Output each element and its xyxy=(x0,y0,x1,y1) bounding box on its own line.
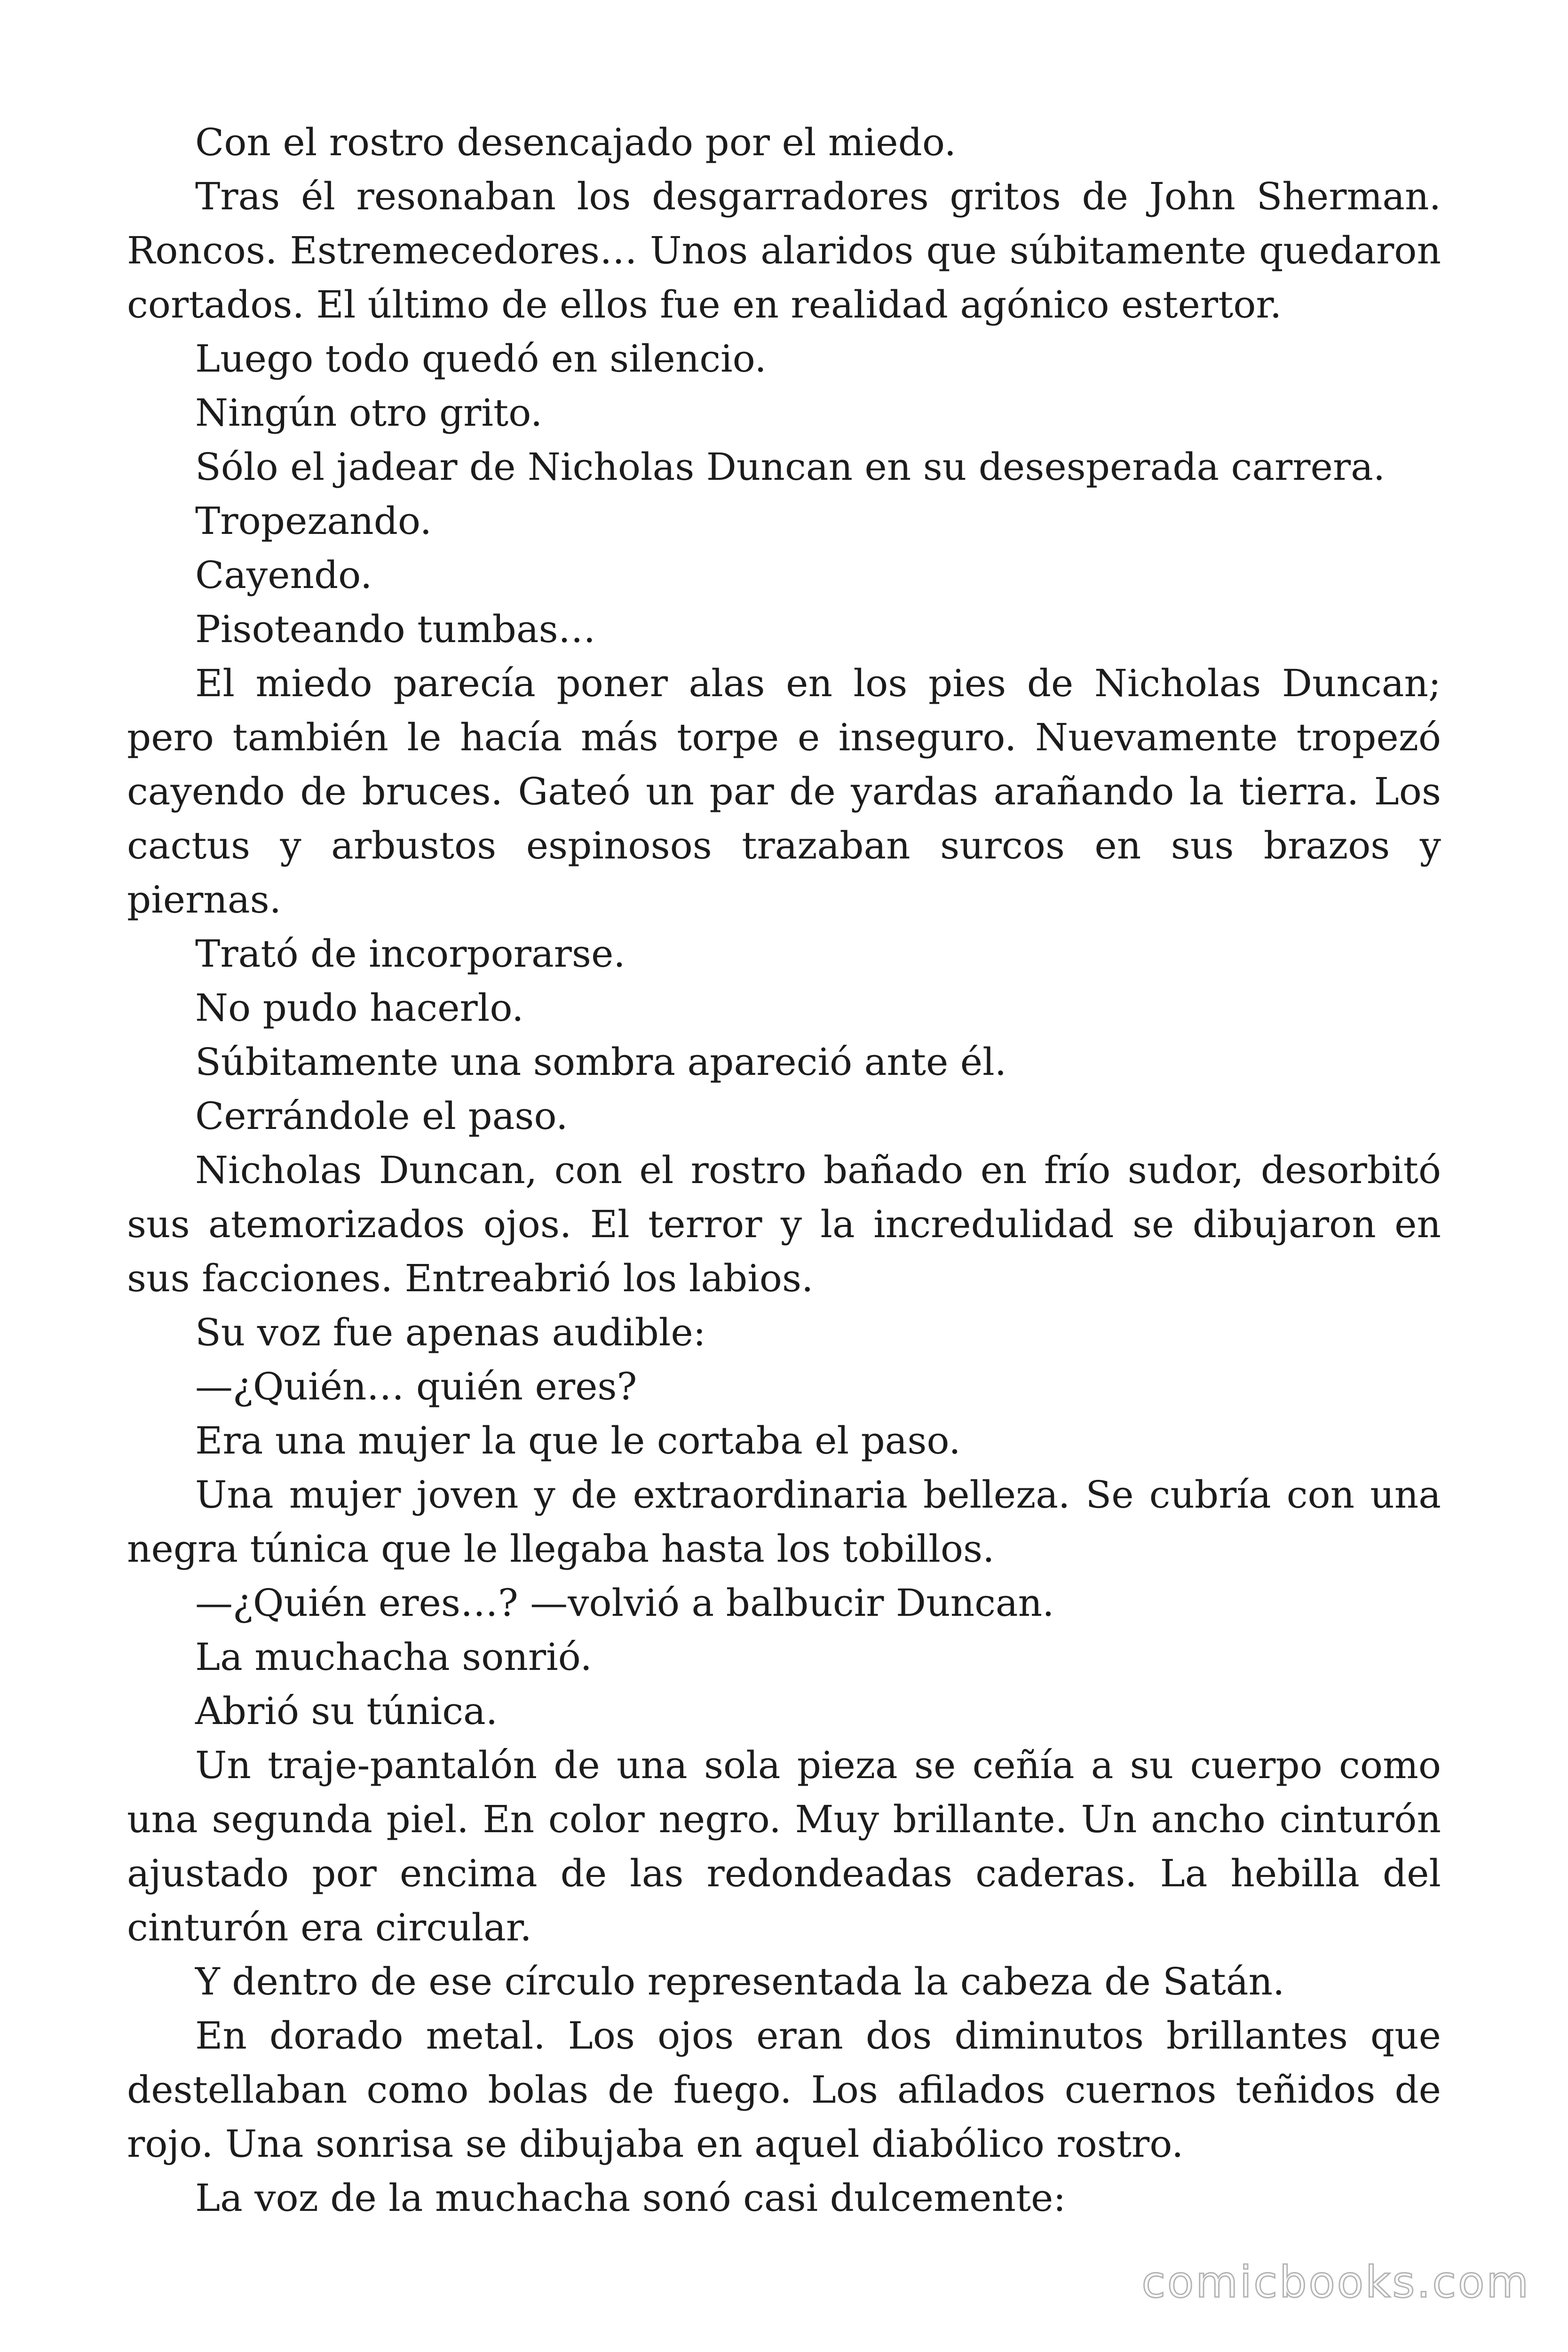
paragraph: Sólo el jadear de Nicholas Duncan en su desesperada carrera. xyxy=(195,445,1386,489)
paragraph: La muchacha sonrió. xyxy=(195,1635,592,1679)
paragraph: La voz de la muchacha sonó casi dulcemente: xyxy=(195,2176,1066,2220)
paragraph: Abrió su túnica. xyxy=(195,1689,498,1733)
paragraph: Con el rostro desencajado por el miedo. xyxy=(195,120,957,164)
paragraph: —¿Quién… quién eres? xyxy=(195,1365,637,1408)
paragraph: Trató de incorporarse. xyxy=(195,932,626,976)
paragraph: Cerrándole el paso. xyxy=(195,1094,568,1138)
book-page-text xyxy=(127,115,1441,2225)
paragraph: Ningún otro grito. xyxy=(195,391,543,435)
paragraph: Pisoteando tumbas… xyxy=(195,607,596,651)
paragraph: Su voz fue apenas audible: xyxy=(195,1311,706,1354)
paragraph: —¿Quién eres…? —volvió a balbucir Duncan. xyxy=(195,1581,1054,1625)
paragraph: No pudo hacerlo. xyxy=(195,986,524,1030)
paragraph: Nicholas Duncan, con el rostro bañado en frío sudor, desorbitó sus atemorizados ojos. El terror y la incredulidad se dibujaron en sus facciones. Entreabrió los labios. xyxy=(127,1148,1441,1300)
paragraph: El miedo parecía poner alas en los pies de Nicholas Duncan; pero también le hacía más torpe e inseguro. Nuevamente tropezó cayendo de bruces. Gateó un par de yardas arañando la tierra. Los cactus y arbustos espinosos trazaban surcos en sus brazos y piernas. xyxy=(127,661,1441,922)
paragraph: Tropezando. xyxy=(195,499,432,543)
paragraph: Una mujer joven y de extraordinaria belleza. Se cubría con una negra túnica que le llegaba hasta los tobillos. xyxy=(127,1473,1441,1571)
paragraph: Era una mujer la que le cortaba el paso. xyxy=(195,1419,961,1462)
paragraph: Cayendo. xyxy=(195,553,372,597)
paragraph: Súbitamente una sombra apareció ante él. xyxy=(195,1040,1007,1084)
paragraph: Un traje-pantalón de una sola pieza se ceñía a su cuerpo como una segunda piel. En color negro. Muy brillante. Un ancho cinturón ajustado por encima de las redondeadas caderas. La hebilla del cinturón era circular. xyxy=(127,1743,1441,1949)
paragraph: Luego todo quedó en silencio. xyxy=(195,337,767,381)
paragraph: Tras él resonaban los desgarradores gritos de John Sherman. Roncos. Estremecedores… Unos alaridos que súbitamente quedaron cortados. El último de ellos fue en realidad agónico estertor. xyxy=(127,175,1441,326)
watermark: comicbooks.com xyxy=(1141,2257,1530,2307)
paragraph: Y dentro de ese círculo representada la cabeza de Satán. xyxy=(195,1960,1285,2003)
paragraph: En dorado metal. Los ojos eran dos diminutos brillantes que destellaban como bolas de fuego. Los afilados cuernos teñidos de rojo. Una sonrisa se dibujaba en aquel diabólico rostro. xyxy=(127,2014,1441,2166)
